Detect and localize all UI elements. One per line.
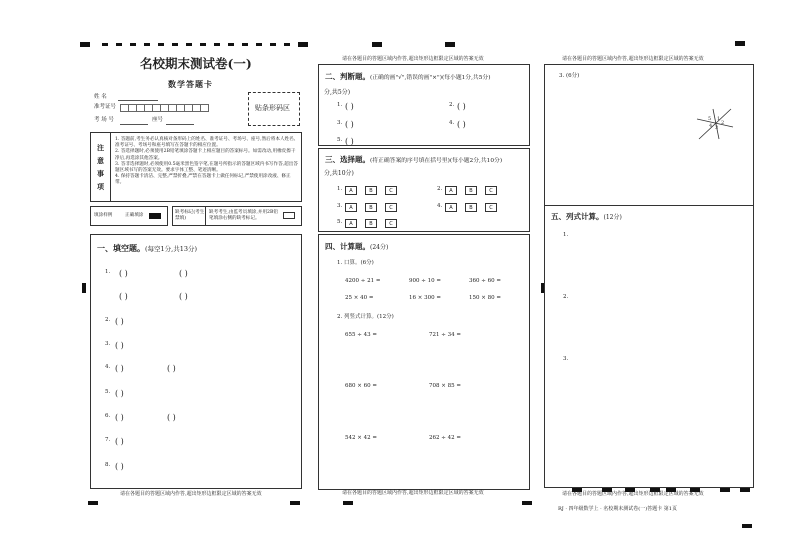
reg-mark [742, 524, 752, 528]
top-dash-marks [80, 42, 310, 48]
notice-title: 注 意 事 项 [91, 133, 111, 201]
fill-example-box: 填涂样例 正确填涂 [90, 206, 168, 226]
right-panel [544, 52, 754, 502]
sec5-divider [545, 205, 753, 206]
barcode-area [248, 92, 300, 126]
svg-text:3: 3 [715, 125, 719, 131]
reg-mark [522, 501, 532, 505]
missing-mark-box[interactable] [283, 212, 295, 219]
section-calc: 四、计算题。(24分) 1. 口算。(6分) 4200 ÷ 21 = 900 ÷ 10 = 360 ÷ 60 = 25 × 40 = 16 × 300 = 150 × 80 = 2. 列竖式计算。(12分) 655 ÷ 43 = 721 ÷ 34 = 680 × 60 = 708 × 85 = 542 × 42 = 262 ÷ 42 = [318, 234, 530, 490]
notice-items: 1. 答题前,考生务必认真核对条形码上的姓名、准考证号、考场号、座号,然后将本人姓名、准考证号、考场号和座号填写在答题卡的相应位置。 2. 答选择题时,必须使用2B铅笔填涂答题卡上相应题目的答案标号。如需改动,用橡皮擦干净后,再选涂其他答案。 3. 答非选择题时,必须使用0.5毫米黑色签字笔,在题号所指示的答题区域内书写作答,超出答题区域书写的答案无效。要求字体工整、笔迹清晰。 4. 保持答题卡清洁、完整,严禁折叠,严禁在答题卡上做任何标记,严禁使用涂改液、修正带。 [115, 137, 299, 186]
section-judge: 二、判断题。(正确的画"√",错误的画"×")(每小题1分,共5分) 1. ( ) 2. ( ) 3. ( ) 4. ( ) 5. ( ) [318, 64, 530, 146]
middle-header: 请在各题目的答题区域内作答,超出矩形边框限定区域的答案无效 [342, 56, 484, 62]
left-footer: 请在各题目的答题区域内作答,超出矩形边框限定区域的答案无效 [120, 491, 262, 497]
seat-field[interactable] [166, 124, 194, 125]
sec1-title: 一、填空题。 [97, 243, 145, 253]
notice-box [90, 132, 302, 202]
exam-no-label: 准考证号 [94, 104, 117, 110]
section-fill-in: 一、填空题。(每空1分,共13分) 1. ( ) ( ) ( ) ( ) 2. ( ) 3. ( ) 4. ( ) ( ) 5. ( ) 6. ( ) ( ) 7. ( ) 8. ( ) [90, 234, 302, 489]
right-header: 请在各题目的答题区域内作答,超出矩形边框限定区域的答案无效 [562, 56, 704, 62]
reg-mark [88, 501, 98, 505]
page-title: 名校期末测试卷(一) [140, 56, 252, 71]
section-choice: 三、选择题。(将正确答案的序号填在括号里)(每小题2分,共10分) 1. A B C 2. A B C 3. A B C 4. A B C 5. A B C [318, 148, 530, 232]
page-subtitle: 数学答题卡 [168, 79, 213, 89]
svg-text:2: 2 [721, 120, 725, 126]
middle-panel: 请在各题目的答题区域内作答,超出矩形边框限定区域的答案无效 二、判断题。(正确的画"√",错误的画"×")(每小题1分,共5分) 1. ( ) 2. ( ) 3. ( ) 4. ( ) 5. ( ) 分,共5分) 三、选择题。(将正确答案的序号填在括号里)(每小题2分,共10分) 1. A B C 2. A B C 3. A B C 4. A B C 5. A B C 分,共10分) 四、计算题。(24分) 1. 口算。(6分) 4200 ÷ 21 = 900 ÷ 10 = 360 ÷ 60 = 25 × 40 = 16 × 300 = 150 × 80 = 2. 列竖式计算。(12分) 655 ÷ 43 = 721 ÷ 34 = 680 × 60 = 708 × 85 = 542 × 42 = 262 ÷ 42 = 请在各题目的答题区域内作答,超出矩形边框限定区域的答案无效 [318, 52, 530, 500]
page-footer: RJ · 四年级数学上 · 名校期末测试卷(一)答题卡 第1页 [558, 506, 677, 512]
room-field[interactable] [120, 124, 148, 125]
reg-mark [445, 42, 455, 47]
middle-footer: 请在各题目的答题区域内作答,超出矩形边框限定区域的答案无效 [342, 490, 484, 496]
right-footer: 请在各题目的答题区域内作答,超出矩形边框限定区域的答案无效 [562, 491, 704, 497]
right-answer-box: 3. (6分) 5 1 2 4 3 五、列式计算。(12分) 1. 2. 3. [544, 64, 754, 488]
sec1-score: (每空1分,共13分) [145, 245, 198, 253]
seat-label: 座号 [152, 117, 164, 123]
name-label: 姓 名 [94, 94, 107, 100]
barcode-label: 贴条形码区 [255, 104, 290, 112]
svg-text:5: 5 [708, 116, 712, 122]
reg-mark [290, 501, 300, 505]
reg-mark [735, 41, 745, 46]
reg-mark [372, 42, 382, 47]
exam-no-grid[interactable] [120, 104, 208, 114]
angle-figure [695, 103, 735, 143]
missing-box: 缺考标记(考生禁填) 缺考考生,由监考员填涂,并用2B铅笔填涂右侧的缺考标记。 [172, 206, 302, 226]
reg-mark [343, 501, 353, 505]
left-panel [80, 50, 310, 500]
room-label: 考 场 号 [94, 117, 114, 123]
filled-mark [149, 213, 161, 219]
svg-text:1: 1 [717, 116, 721, 122]
svg-text:4: 4 [709, 123, 713, 129]
name-field[interactable] [118, 100, 158, 101]
